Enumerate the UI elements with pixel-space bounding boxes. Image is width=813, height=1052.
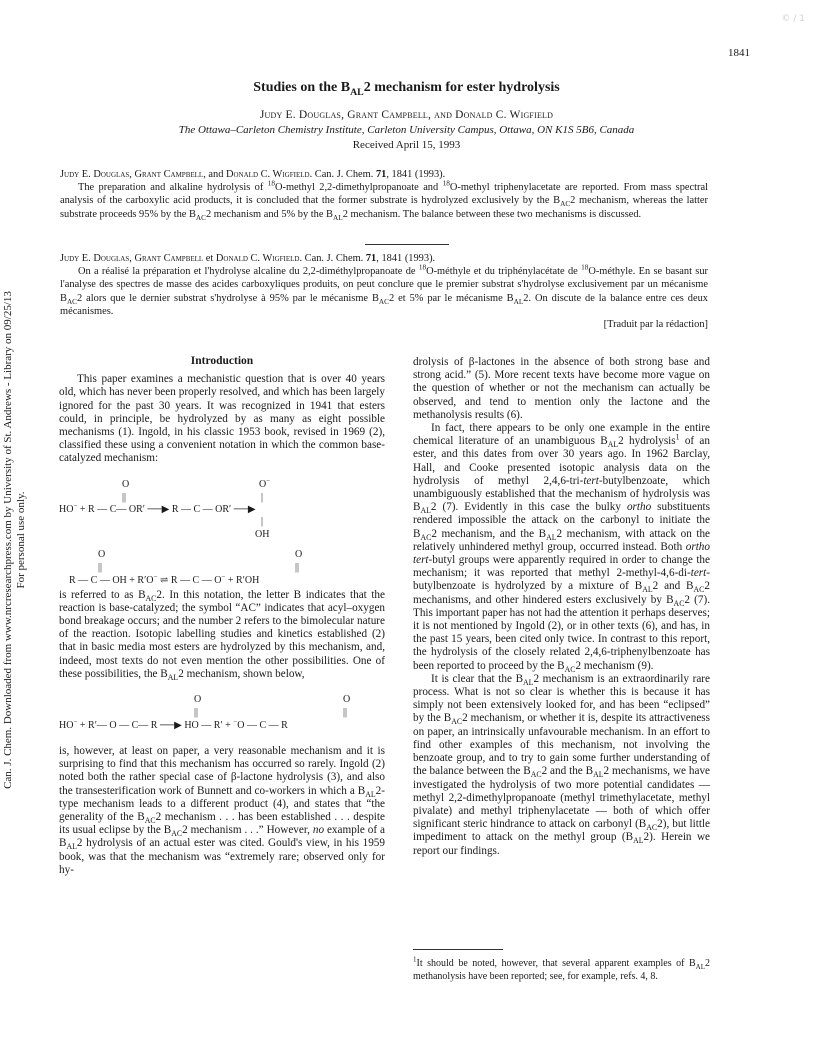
scheme-bal2-o-left: O xyxy=(194,694,202,706)
scheme1-reaction-line-1: HO− + R — C— OR′ ──▶ R — C — OR′ ──▶ xyxy=(59,501,256,515)
article-title: Studies on the $B_{AL}2$ mechanism for ester hydrolysis xyxy=(253,80,560,98)
abstract-french xyxy=(60,252,708,331)
scheme1-single-bond-top: | xyxy=(261,491,264,503)
scheme1-double-bond: || xyxy=(122,491,127,503)
left-column xyxy=(59,355,385,877)
sidebar-line-personal-use: For personal use only. xyxy=(15,491,27,589)
right-column xyxy=(413,356,710,858)
scheme1-oxyanion: O− xyxy=(259,476,271,490)
intro-paragraph-2: is referred to as $B_{AC}2$. In this notation, the letter B indicates that the reaction is base-catalyzed; the symbol “AC” indicates that acyl–oxygen bond breakage occurs; and the number 2 refers to the bimolecular nature of the reaction. Isotopic labelling studies and kinetics established (2) that in basic media most esters are hydrolyzed by this mechanism, and, indeed, most texts do not even mention the other possibilities. One of these possibilities, the $B_{AL}2$ mechanism, shown below, xyxy=(59,588,385,683)
scheme1-carbonyl-o: O xyxy=(122,478,130,490)
scheme-bal2-o-right: O xyxy=(343,694,351,706)
scheme-bal2-double-bond-left: || xyxy=(194,707,199,719)
reaction-scheme-bac2 xyxy=(59,466,385,589)
scheme2-double-bond-left: || xyxy=(98,561,103,573)
footnote-rule xyxy=(413,949,503,950)
sidebar-line-download: Can. J. Chem. Downloaded from www.nrcresearchpress.com by University of St. Andrews - Library on 09/25/13 xyxy=(2,291,14,789)
scheme2-o-right: O xyxy=(295,548,303,560)
affiliation: The Ottawa–Carleton Chemistry Institute, Carleton University Campus, Ottawa, ON K1S 5B6, Canada xyxy=(178,124,635,136)
sidebar-text xyxy=(2,291,28,789)
abstract-en-citation: Judy E. Douglas, Grant Campbell, and Donald C. Wigfield. Can. J. Chem. 71, 1841 (1993). xyxy=(60,169,446,180)
translator-note: [Traduit par la rédaction] xyxy=(603,319,708,331)
scheme1-hydroxyl: OH xyxy=(255,528,270,540)
right-paragraph-1: drolysis of β-lactones in the absence of both strong base and strong acid.” (5). More recent texts have become more vague on the question of whether or not the mechanism can actually be observed, and tend to mention only the lactone and the methanolysis results (6). xyxy=(413,356,710,421)
intro-paragraph-1: This paper examines a mechanistic question that is over 40 years old, which has never been properly resolved, and which has been largely ignored for the past 30 years. It was recognized in 1941 that esters could, in principle, be hydrolyzed by as many as eight possible mechanisms (1). Ingold, in his classic 1953 book, revised in 1969 (2), classified these using a convenient notation in which the common base-catalyzed mechanism: xyxy=(59,373,385,465)
abstract-english xyxy=(60,168,708,221)
abstract-divider xyxy=(365,244,449,245)
scheme2-o-left: O xyxy=(98,548,106,560)
right-paragraph-3: It is clear that the $B_{AL}2$ mechanism is an extraordinarily rare process. What is not so clear is whether this is because it has simply not been extensively looked for, and has been “eclipsed” by the $B_{AC}2$ mechanism, or whether it is, despite its attractiveness on paper, an intrinsically unfavourable mechanism. In an effort to find other examples of this mechanism, not involving the benzoate group, and to try to gain some further understanding of the balance between the $B_{AC}2$ and the $B_{AL}2$ mechanisms, we have investigated the hydrolysis of two more potential candidates — methyl 2,2-dimethylpropanoate (methyl trimethylacetate, methyl pivalate) and methyl triphenylacetate — both of which offer significant steric hindrance to attack on carbonyl $(B_{AC}2)$, but little impediment to attack on the methyl group $(B_{AL}2)$. Herein we report our findings. xyxy=(413,672,711,857)
author-list: Judy E. Douglas, Grant Campbell, and Donald C. Wigfield xyxy=(259,109,554,121)
section-heading-introduction: Introduction xyxy=(190,355,254,367)
scheme-bal2-double-bond-right: || xyxy=(343,707,348,719)
scheme1-single-bond-bottom: | xyxy=(261,515,264,527)
scheme-bal2-reaction-line: HO− + R′— O — C— R ──▶ HO — R′ + −O — C — R xyxy=(59,717,288,732)
footnote: $^1$It should be noted, however, that several apparent examples of $B_{AL}2$ methanolysis have been reported; see, for example, refs. 4, 8. xyxy=(413,955,710,982)
faint-corner-mark: © / 1 xyxy=(781,14,805,24)
abstract-fr-body: On a réalisé la préparation et l'hydrolyse alcaline du 2,2-diméthylpropanoate de $^{18}$O-méthyle et du triphénylacétate de $^{18}$O-méthyle. En se basant sur l'analyse des spectres de masse des acides carboxyliques produits, on peut conclure que le premier substrat s'hydrolyse exclusivement par un mécanisme $B_{AC}2$ alors que le dernier substrat s'hydrolyse à 95% par le mécanisme $B_{AC}2$ et 5% par le mécanisme $B_{AL}2$. On discute de la balance entre ces deux mécanismes. xyxy=(60,263,708,317)
intro-paragraph-3: is, however, at least on paper, a very reasonable mechanism and it is surprising to find that this mechanism has occurred so rarely. Ingold (2) noted both the rather special case of β-lactone hydrolysis (3), and also the transesterification work of Bunnett and co-workers in which a $B_{AL}2$-type mechanism leads to a different product (4), and states that “the generality of the $B_{AC}2$ mechanism . . . has been established . . . despite its usual eclipse by the $B_{AC}2$ mechanism . . .” However, no example of a $B_{AL}2$ hydrolysis of an actual ester was cited. Gould's view, in his 1959 book, was that the mechanism was “extremely rare; observed only for hy- xyxy=(59,745,385,876)
scheme2-double-bond-right: || xyxy=(295,561,300,573)
abstract-en-body: The preparation and alkaline hydrolysis of $^{18}$O-methyl 2,2-dimethylpropanoate and $^{18}$O-methyl triphenylacetate are reported. From mass spectral analysis of the carboxylic acid products, it is concluded that the former substrate is hydrolyzed exclusively by the $B_{AC}2$ mechanism, whereas the latter substrate proceeds 95% by the $B_{AC}2$ mechanism and 5% by the $B_{AL}2$ mechanism. The balance between these two mechanisms is discussed. xyxy=(60,179,708,222)
page-number: 1841 xyxy=(728,47,750,59)
reaction-scheme-bal2 xyxy=(59,681,385,745)
received-date: Received April 15, 1993 xyxy=(352,139,461,151)
abstract-fr-citation: Judy E. Douglas, Grant Campbell et Donald C. Wigfield. Can. J. Chem. 71, 1841 (1993). xyxy=(60,253,436,264)
scheme1-reaction-line-2: R — C — OH + R′O− ⇌ R — C — O− + R′OH xyxy=(69,572,260,586)
right-paragraph-2: In fact, there appears to be only one example in the entire chemical literature of an unambiguous $B_{AL}2$ hydrolysis$^1$ of an ester, and this dates from over 30 years ago. In 1962 Barclay, Hall, and Cooke presented isotopic analysis data on the hydrolysis of methyl 2,4,6-tri-tert-butylbenzoate, which unambiguously established that the mechanism of hydrolysis was $B_{AL}2$ (7). Evidently in this case the bulky ortho substituents rendered impossible the attack on the carbonyl to initiate the $B_{AC}2$ mechanism, and the $B_{AL}2$ mechanism, with attack on the relatively unhindered methyl group, occurred instead. Both ortho tert-butyl groups were apparently required in order to change the mechanism; it was reported that methyl 2-methyl-4,6-di-tert-butylbenzoate is hydrolyzed by a mixture of $B_{AL}2$ and $B_{AC}2$ mechanisms, and other hindered esters exclusively by $B_{AC}2$ (7). This important paper has not had the attention it perhaps deserves; it is not mentioned by Ingold (2), or in other texts (6), and has, in the past 15 years, been cited only twice. In contrast to this report, the hydrolysis of the closely related 2,4,6-triphenylbenzoate has been reported to proceed by the $B_{AC}2$ mechanism (9). xyxy=(413,422,711,674)
